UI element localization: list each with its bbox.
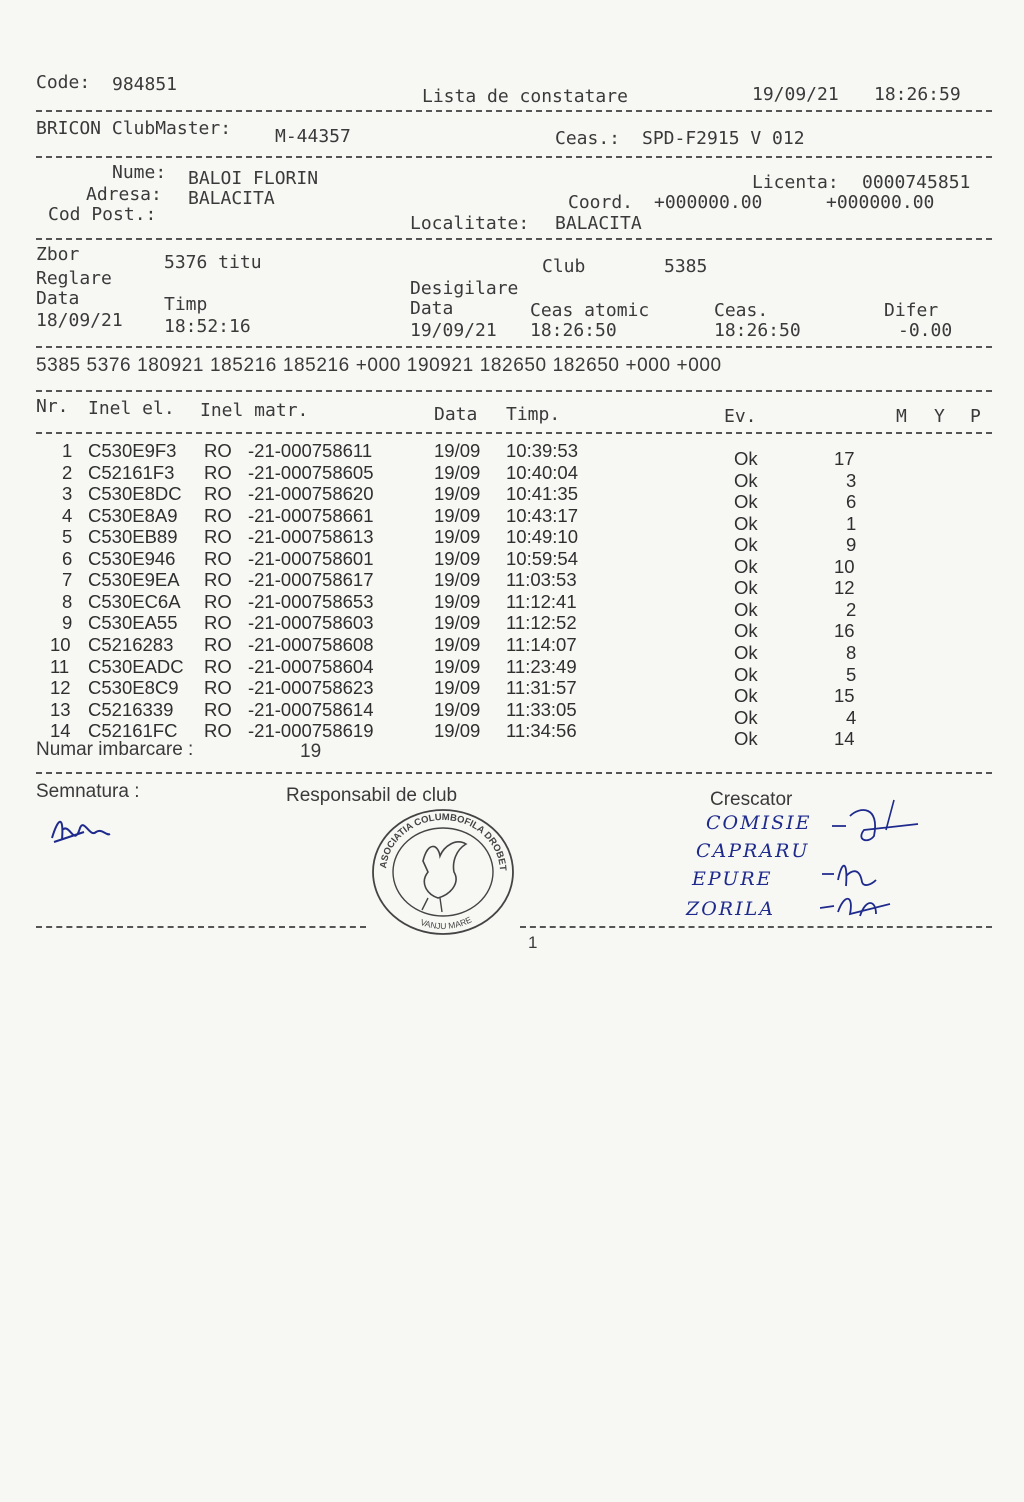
col-nr: Nr. [36,396,69,417]
col-inel-matr: Inel matr. [200,400,309,421]
order-number: 17 [834,448,855,469]
reglare-data-value: 18/09/21 [36,310,123,331]
arrival-time: 11:12:52 [506,612,577,634]
stamp-seal-icon [368,806,518,942]
inel-matricol: -21-000758601 [248,547,374,569]
coord-x: +000000.00 [654,192,763,213]
reglare-timp-value: 18:52:16 [164,316,251,337]
col-data: Data [434,404,478,425]
inel-electronic: C5216339 [88,698,174,720]
order-number: 12 [834,577,855,599]
zbor-label: Zbor [36,244,80,265]
stamp-bottom-text: VANJU MARE [419,914,474,931]
reglare-label: Reglare [36,268,112,289]
clubmaster-value: M-44357 [275,126,351,147]
row-nr: 4 [62,504,73,526]
row-nr: 5 [62,526,73,548]
event-status: Ok [734,620,758,642]
inel-electronic: C530E946 [88,547,176,569]
country-code: RO [204,590,232,612]
order-number: 1 [846,512,857,534]
adresa-label: Adresa: [86,184,162,205]
country-code: RO [204,461,232,483]
arrival-date: 19/09 [434,547,481,569]
country-code: RO [204,440,232,461]
ceas-value-col: 18:26:50 [714,320,801,341]
country-code: RO [204,720,232,742]
event-status: Ok [734,685,758,707]
club-stamp [368,806,518,942]
inel-electronic: C530EADC [88,655,184,677]
numar-imbarcare-label: Numar imbarcare : [36,739,194,760]
crescator-label: Crescator [710,789,793,810]
difer-label: Difer [884,300,939,321]
col-y: Y [934,406,945,427]
zbor-value: 5376 titu [164,252,262,273]
row-nr: 3 [62,483,73,505]
commission-title: COMISIE [706,812,812,834]
country-code: RO [204,526,232,548]
row-nr: 8 [62,590,73,612]
stamp-text: ASOCIATIA COLUMBOFILA DROBET [378,811,509,871]
inel-electronic: C530EA55 [88,612,178,634]
arrival-date: 19/09 [434,720,481,742]
arrival-date: 19/09 [434,633,481,655]
inel-matricol: -21-000758653 [248,590,374,612]
order-number: 6 [846,491,857,513]
responsabil-label: Responsabil de club [286,785,458,806]
row-nr: 7 [62,569,73,591]
country-code: RO [204,633,232,655]
coord-y: +000000.00 [826,192,935,213]
arrival-time: 10:40:04 [506,461,579,483]
desigilare-label: Desigilare [410,278,519,299]
divider [520,926,992,928]
event-status: Ok [734,469,758,491]
row-nr: 1 [62,440,73,461]
arrival-date: 19/09 [434,461,481,483]
inel-matricol: -21-000758605 [248,461,374,483]
row-nr: 10 [50,633,71,655]
row-nr: 6 [62,547,73,569]
arrival-date: 19/09 [434,483,481,505]
inel-matricol: -21-000758619 [248,720,374,742]
col-inel-el: Inel el. [88,398,175,419]
event-status: Ok [734,641,758,663]
event-status: Ok [734,577,758,599]
inel-matricol: -21-000758617 [248,569,374,591]
ceas-value: SPD-F2915 V 012 [642,128,805,149]
inel-electronic: C530E9EA [88,569,180,591]
country-code: RO [204,569,232,591]
desig-data-label: Data [410,298,454,319]
ceas-atomic-label: Ceas atomic [530,300,650,321]
country-code: RO [204,612,232,634]
arrival-time: 11:03:53 [506,569,577,591]
order-number: 16 [834,620,855,642]
inel-electronic: C530E8DC [88,483,182,505]
page-number: 1 [528,933,538,952]
row-nr: 12 [50,677,71,699]
difer-value: -0.00 [898,320,953,341]
arrival-time: 11:23:49 [506,655,577,677]
adresa-value: BALACITA [188,188,275,209]
arrival-time: 10:39:53 [506,440,579,461]
divider [36,772,992,774]
inel-electronic: C530E8C9 [88,677,179,699]
inel-matricol: -21-000758620 [248,483,374,505]
divider [36,110,992,112]
print-date: 19/09/21 [752,84,839,105]
country-code: RO [204,677,232,699]
country-code: RO [204,547,232,569]
ceas-label: Ceas.: [555,128,621,149]
event-status: Ok [734,663,758,685]
arrival-time: 11:34:56 [506,720,577,742]
localitate-value: BALACITA [555,213,642,234]
inel-matricol: -21-000758623 [248,677,374,699]
ceas-atomic-value: 18:26:50 [530,320,617,341]
arrival-date: 19/09 [434,504,481,526]
commission-member-2: EPURE [692,868,773,890]
codpost-label: Cod Post.: [48,204,157,225]
commission-signatures-icon [820,796,930,926]
inel-electronic: C530EC6A [88,590,181,612]
club-label: Club [542,256,586,277]
divider [36,926,366,928]
order-number: 9 [846,534,857,556]
row-nr: 11 [50,655,70,677]
arrival-time: 10:41:35 [506,483,579,505]
signature-icon [44,808,114,854]
desig-data-value: 19/09/21 [410,320,497,341]
nume-label: Nume: [112,162,167,183]
country-code: RO [204,504,232,526]
print-time: 18:26:59 [874,84,961,105]
order-number: 8 [846,641,857,663]
country-code: RO [204,655,232,677]
row-nr: 9 [62,612,73,634]
code-value: 984851 [112,74,178,95]
col-timp: Timp. [506,404,561,425]
arrival-time: 11:12:41 [506,590,577,612]
row-nr: 2 [62,461,73,483]
inel-electronic: C530E8A9 [88,504,178,526]
inel-matricol: -21-000758661 [248,504,374,526]
event-status: Ok [734,534,758,556]
numar-imbarcare-value: 19 [300,741,322,762]
semnatura-label: Semnatura : [36,781,140,802]
country-code: RO [204,483,232,505]
inel-matricol: -21-000758611 [248,440,373,461]
code-line: 5385 5376 180921 185216 185216 +000 190921 182650 182650 +000 +000 [36,355,722,376]
inel-matricol: -21-000758608 [248,633,374,655]
inel-matricol: -21-000758613 [248,526,374,548]
event-status: Ok [734,706,758,728]
arrival-date: 19/09 [434,655,481,677]
order-number: 14 [834,728,855,750]
licenta-label: Licenta: [752,172,839,193]
inel-matricol: -21-000758614 [248,698,374,720]
ceas-col-label: Ceas. [714,300,769,321]
inel-electronic: C52161FC [88,720,178,742]
licenta-value: 0000745851 [862,172,971,193]
svg-text:VANJU MARE [419,914,473,931]
arrival-date: 19/09 [434,440,481,461]
col-ev: Ev. [724,406,757,427]
country-code: RO [204,698,232,720]
arrival-time: 11:31:57 [506,677,577,699]
inel-matricol: -21-000758604 [248,655,374,677]
svg-text:ASOCIATIA COLUMBOFILA DROBETA- [368,806,508,872]
arrival-time: 11:33:05 [506,698,577,720]
event-status: Ok [734,491,758,513]
event-status: Ok [734,448,758,469]
col-p: P [970,406,981,427]
order-number: 4 [846,706,857,728]
event-status: Ok [734,598,758,620]
commission-member-1: CAPRARU [696,840,810,862]
event-status: Ok [734,728,758,750]
arrival-date: 19/09 [434,698,481,720]
localitate-label: Localitate: [410,213,530,234]
clubmaster-label: BRICON ClubMaster: [36,118,232,139]
col-m: M [896,406,907,427]
arrival-date: 19/09 [434,569,481,591]
arrival-date: 19/09 [434,612,481,634]
coord-label: Coord. [568,192,634,213]
arrival-date: 19/09 [434,526,481,548]
reglare-data-label: Data [36,288,80,309]
order-number: 10 [834,555,855,577]
arrival-date: 19/09 [434,677,481,699]
row-nr: 13 [50,698,71,720]
club-value: 5385 [664,256,708,277]
order-number: 15 [834,685,855,707]
inel-electronic: C52161F3 [88,461,175,483]
arrival-time: 11:14:07 [506,633,577,655]
code-label: Code: [36,72,91,93]
inel-electronic: C530EB89 [88,526,178,548]
inel-matricol: -21-000758603 [248,612,374,634]
document-title: Lista de constatare [422,86,628,107]
divider [36,390,992,392]
arrival-time: 10:43:17 [506,504,579,526]
reglare-timp-label: Timp [164,294,208,315]
order-number: 3 [846,469,857,491]
divider [36,346,992,348]
inel-electronic: C5216283 [88,633,174,655]
arrival-time: 10:49:10 [506,526,579,548]
order-number: 2 [846,598,857,620]
divider [36,238,992,240]
arrival-time: 10:59:54 [506,547,579,569]
row-nr: 14 [50,720,71,742]
event-status: Ok [734,512,758,534]
event-status: Ok [734,555,758,577]
arrival-date: 19/09 [434,590,481,612]
inel-electronic: C530E9F3 [88,440,177,461]
divider [36,156,992,158]
divider [36,432,992,434]
commission-member-3: ZORILA [686,898,775,920]
order-number: 5 [846,663,857,685]
nume-value: BALOI FLORIN [188,168,319,189]
